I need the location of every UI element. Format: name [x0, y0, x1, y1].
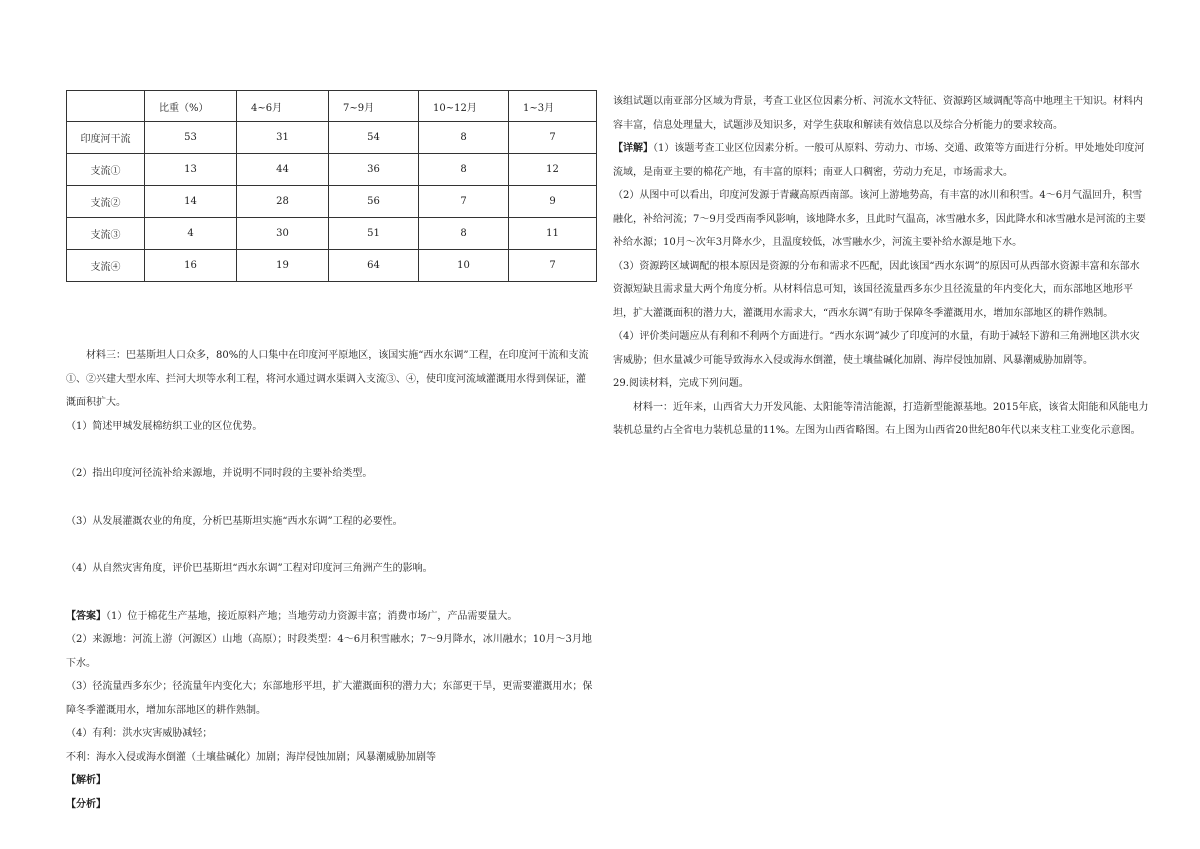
answer-label: 【答案】	[66, 610, 106, 622]
row-label: 支流③	[67, 218, 145, 250]
row-label: 支流④	[67, 250, 145, 282]
table-cell: 4	[145, 218, 237, 250]
detail-1-text: （1）该题考查工业区位因素分析。一般可从原料、劳动力、市场、交通、政策等方面进行分析。甲处地处印度河流域，是南亚主要的棉花产地，有丰富的原料；南亚人口稠密，劳动力充足，市场需求大。	[613, 143, 1145, 178]
table-row	[67, 218, 597, 250]
table-row	[67, 250, 597, 282]
table-cell: 8	[419, 122, 509, 154]
question-2: （2）指出印度河径流补给来源地，并说明不同时段的主要补给类型。	[66, 468, 373, 479]
table-cell: 8	[419, 218, 509, 250]
question-3: （3）从发展灌溉农业的角度，分析巴基斯坦实施“西水东调”工程的必要性。	[66, 515, 403, 527]
table-cell: 16	[145, 250, 237, 282]
runoff-table	[66, 90, 597, 282]
question-4: （4）从自然灾害角度，评价巴基斯坦“西水东调”工程对印度河三角洲产生的影响。	[66, 563, 433, 574]
analysis-label: 【解析】	[66, 775, 106, 786]
material-1-paragraph: 材料一：近年来，山西省大力开发风能、太阳能等清洁能源，打造新型能源基地。2015年底，该省太阳能和风能电力装机总量约占全省电力装机总量的11%。左图为山西省略图。右上图为山西省20世纪80年代以来支柱工业变化示意图。	[613, 401, 1149, 436]
question-29: 29.阅读材料，完成下列问题。	[613, 378, 749, 389]
table-cell: 14	[145, 186, 237, 218]
table-header-cell: 1~3月	[509, 91, 597, 122]
detail-label: 【详解】	[613, 143, 653, 154]
table-cell: 36	[329, 154, 419, 186]
table-cell: 44	[237, 154, 329, 186]
table-cell: 51	[329, 218, 419, 250]
table-header-cell: 4~6月	[237, 91, 329, 122]
table-cell: 30	[237, 218, 329, 250]
answer-2: （2）来源地：河流上游（河源区）山地（高原）；时段类型：4～6月积雪融水；7～9月降水，冰川融水；10月～3月地下水。	[66, 634, 592, 669]
table-cell: 13	[145, 154, 237, 186]
table-cell: 28	[237, 186, 329, 218]
detail-4: （4）评价类问题应从有利和不利两个方面进行。“西水东调”减少了印度河的水量，有助于减轻下游和三角洲地区洪水灾害威胁；但水量减少可能导致海水入侵或海水倒灌，使土壤盐碱化加剧、海岸侵蚀加剧、风暴潮威胁加剧等。	[613, 331, 1140, 366]
row-label: 印度河干流	[67, 122, 145, 154]
table-header-cell: 7~9月	[329, 91, 419, 122]
table-cell: 10	[419, 250, 509, 282]
table-cell: 7	[419, 186, 509, 218]
fenxi-label: 【分析】	[66, 798, 106, 810]
answer-4-favorable: （4）有利：洪水灾害威胁减轻；	[66, 728, 213, 739]
left-column	[66, 344, 594, 816]
table-header-cell	[67, 91, 145, 122]
detail-3: （3）资源跨区域调配的根本原因是资源的分布和需求不匹配，因此该国“西水东调”的原因可从西部水资源丰富和东部水资源短缺且需求量大两个角度分析。从材料信息可知，该国径流量西多东少且径流量的年内变化大，而东部地区地形平坦，扩大灌溉面积的潜力大，灌溉用水需求大，“西水东调”有助于保障冬季灌溉用水，增加东部地区的耕作熟制。	[613, 260, 1140, 319]
table-cell: 9	[509, 186, 597, 218]
table-cell: 53	[145, 122, 237, 154]
detail-2: （2）从图中可以看出，印度河发源于青藏高原西南部。该河上游地势高，有丰富的冰川和积雪。4～6月气温回升，积雪融化，补给河流；7～9月受西南季风影响，该地降水多，且此时气温高，冰雪融水多，因此降水和冰雪融水是河流的主要补给水源；10月～次年3月降水少，且温度较低，冰雪融水少，河流主要补给水源是地下水。	[613, 190, 1146, 248]
table-row	[67, 186, 597, 218]
table-cell: 31	[237, 122, 329, 154]
material-3-paragraph: 材料三：巴基斯坦人口众多，80%的人口集中在印度河平原地区，该国实施“西水东调”工程，在印度河干流和支流①、②兴建大型水库、拦河大坝等水利工程，将河水通过调水渠调入支流③、④，使印度河流域灌溉用水得到保证，灌溉面积扩大。	[66, 350, 589, 408]
intro-paragraph: 该组试题以南亚部分区域为背景，考查工业区位因素分析、河流水文特征、资源跨区域调配等高中地理主干知识。材料内容丰富，信息处理量大，试题涉及知识多，对学生获取和解读有效信息以及综合分析能力的要求较高。	[613, 96, 1143, 131]
table-cell: 12	[509, 154, 597, 186]
table-cell: 64	[329, 250, 419, 282]
row-label: 支流①	[67, 154, 145, 186]
table-cell: 19	[237, 250, 329, 282]
table-row	[67, 122, 597, 154]
table-cell: 7	[509, 250, 597, 282]
answer-3: （3）径流量西多东少；径流量年内变化大；东部地形平坦，扩大灌溉面积的潜力大；东部更干旱，更需要灌溉用水；保障冬季灌溉用水，增加东部地区的耕作熟制。	[66, 681, 593, 716]
answer-4-unfavorable: 不利：海水入侵或海水倒灌（土壤盐碱化）加剧；海岸侵蚀加剧；风暴潮威胁加剧等	[66, 751, 436, 763]
table-header-cell: 10~12月	[419, 91, 509, 122]
detail-1	[613, 137, 1149, 184]
row-label: 支流②	[67, 186, 145, 218]
table-cell: 56	[329, 186, 419, 218]
answer-1	[66, 605, 594, 629]
table-cell: 7	[509, 122, 597, 154]
table-header-row	[67, 91, 597, 122]
table-row	[67, 154, 597, 186]
table-cell: 8	[419, 154, 509, 186]
question-1: （1）简述甲城发展棉纺织工业的区位优势。	[66, 420, 263, 432]
table-header-cell: 比重（%）	[145, 91, 237, 122]
answer-1-text: （1）位于棉花生产基地，接近原料产地；当地劳动力资源丰富；消费市场广，产品需要量大。	[106, 610, 518, 622]
right-column	[613, 90, 1149, 443]
table-cell: 11	[509, 218, 597, 250]
table-cell: 54	[329, 122, 419, 154]
